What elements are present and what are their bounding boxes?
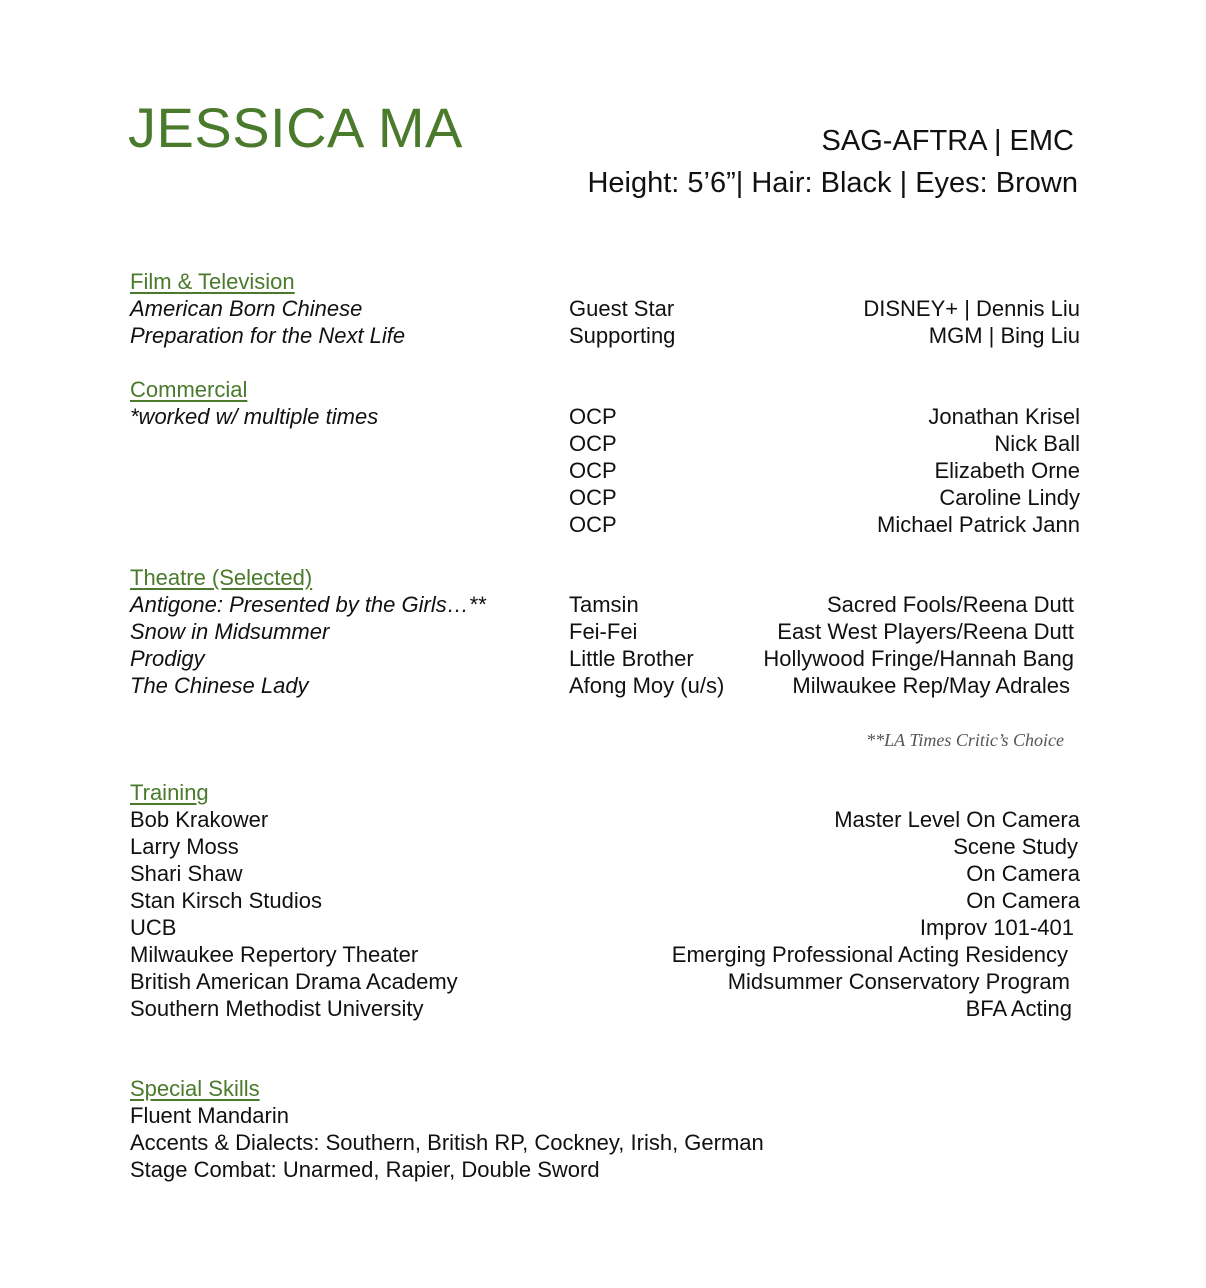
credit-row: [130, 430, 1080, 457]
credit-role: Tamsin: [569, 592, 639, 617]
credit-director: Jonathan Krisel: [928, 404, 1080, 429]
credit-row: [130, 322, 1080, 349]
credit-theatre: East West Players/Reena Dutt: [777, 619, 1074, 644]
training-program: Improv 101-401: [919, 915, 1074, 940]
credit-row: [130, 511, 1080, 538]
credit-role: Little Brother: [569, 646, 694, 671]
skills-heading: Special Skills: [130, 1076, 260, 1101]
credit-row: [130, 645, 1080, 672]
training-school: Shari Shaw: [130, 861, 243, 886]
training-row: [130, 860, 1080, 887]
credit-role: OCP: [569, 404, 617, 429]
actor-name: JESSICA MA: [128, 96, 463, 159]
credit-director: Caroline Lindy: [939, 485, 1080, 510]
credit-role: OCP: [569, 485, 617, 510]
training-program: Emerging Professional Acting Residency: [671, 942, 1068, 967]
theatre-section: [130, 564, 1080, 699]
credit-row: [130, 457, 1080, 484]
credit-row: [130, 672, 1080, 699]
training-school: Southern Methodist University: [130, 996, 424, 1021]
credit-row: [130, 591, 1080, 618]
union-affiliations: SAG-AFTRA | EMC: [821, 125, 1074, 157]
training-row: [130, 995, 1080, 1022]
training-program: On Camera: [966, 888, 1080, 913]
training-program: Scene Study: [953, 834, 1078, 859]
credit-title: Preparation for the Next Life: [130, 323, 406, 348]
credit-role: Guest Star: [569, 296, 675, 321]
training-row: [130, 968, 1080, 995]
credit-role: OCP: [569, 431, 617, 456]
training-row: [130, 833, 1080, 860]
credit-title: Snow in Midsummer: [130, 619, 330, 644]
training-program: Midsummer Conservatory Program: [727, 969, 1070, 994]
skills-section: [130, 1075, 1080, 1183]
credit-row: [130, 484, 1080, 511]
credit-title: *worked w/ multiple times: [130, 404, 379, 429]
credit-director: Nick Ball: [994, 431, 1080, 456]
training-row: [130, 806, 1080, 833]
training-program: Master Level On Camera: [834, 807, 1080, 832]
credit-row: [130, 403, 1080, 430]
credit-company: DISNEY+ | Dennis Liu: [863, 296, 1080, 321]
training-program: BFA Acting: [965, 996, 1072, 1021]
credit-row: [130, 618, 1080, 645]
theatre-heading: Theatre (Selected): [130, 565, 313, 590]
training-heading: Training: [130, 780, 209, 805]
training-row: [130, 887, 1080, 914]
credit-role: Fei-Fei: [569, 619, 638, 644]
credit-title: Antigone: Presented by the Girls…**: [130, 592, 486, 617]
credit-title: The Chinese Lady: [130, 673, 309, 698]
credit-role: OCP: [569, 458, 617, 483]
training-school: Bob Krakower: [130, 807, 269, 832]
training-school: British American Drama Academy: [130, 969, 458, 994]
training-school: Milwaukee Repertory Theater: [130, 942, 419, 967]
critics-choice-note: **LA Times Critic’s Choice: [866, 730, 1064, 750]
training-row: [130, 914, 1080, 941]
credit-theatre: Hollywood Fringe/Hannah Bang: [763, 646, 1074, 671]
training-school: Stan Kirsch Studios: [130, 888, 322, 913]
film-tv-heading: Film & Television: [130, 269, 295, 294]
credit-theatre: Sacred Fools/Reena Dutt: [826, 592, 1074, 617]
commercial-heading: Commercial: [130, 377, 248, 402]
credit-theatre: Milwaukee Rep/May Adrales: [792, 673, 1070, 698]
credit-role: OCP: [569, 512, 617, 537]
credit-role: Supporting: [569, 323, 676, 348]
credit-director: Elizabeth Orne: [934, 458, 1080, 483]
credit-title: Prodigy: [130, 646, 205, 671]
physical-stats: Height: 5’6”| Hair: Black | Eyes: Brown: [587, 167, 1078, 199]
skill-item: Fluent Mandarin: [130, 1103, 289, 1128]
training-section: [130, 779, 1080, 1022]
credit-title: American Born Chinese: [130, 296, 363, 321]
credit-company: MGM | Bing Liu: [928, 323, 1080, 348]
commercial-section: [130, 376, 1080, 538]
credit-row: [130, 295, 1080, 322]
film-tv-section: [130, 268, 1080, 349]
credit-director: Michael Patrick Jann: [877, 512, 1080, 537]
training-school: Larry Moss: [130, 834, 239, 859]
skill-item: Accents & Dialects: Southern, British RP, Cockney, Irish, German: [130, 1130, 764, 1155]
training-row: [130, 941, 1080, 968]
credit-role: Afong Moy (u/s): [569, 673, 725, 698]
training-school: UCB: [130, 915, 177, 940]
training-program: On Camera: [966, 861, 1080, 886]
skill-item: Stage Combat: Unarmed, Rapier, Double Sword: [130, 1157, 600, 1182]
